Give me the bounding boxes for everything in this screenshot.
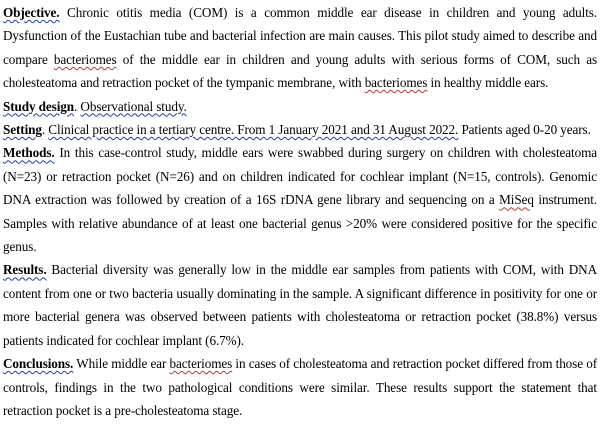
study-design-value: Observational study. <box>80 98 187 114</box>
conclusions-text-1: While middle ear <box>73 356 170 372</box>
setting-paragraph <box>3 118 597 141</box>
objective-term-bacteriomes-1: bacteriomes <box>53 51 117 67</box>
conclusions-paragraph <box>3 352 597 422</box>
objective-paragraph <box>3 1 597 95</box>
objective-label: Objective. <box>3 5 60 20</box>
setting-tail: Patients aged 0-20 years. <box>458 122 591 138</box>
methods-paragraph <box>3 141 597 258</box>
setting-label: Setting <box>3 122 42 138</box>
methods-label: Methods. <box>3 145 55 161</box>
methods-text-1: In this case-control study, middle ears were swabbed during surgery on children with cholesteatoma (N=23) or retraction pocket (N=26) and on children indicated for cochlear implant (N=15, controls). Genomic DNA extraction was followed by creation of a 16S rDNA gene library and sequencing on a <box>3 145 597 208</box>
conclusions-text-2: in cases of cholesteatoma and retraction pocket differed from those of controls, findings in the two pathological conditions were similar. These results support the statement that retraction pocket is a pre-cholesteatoma stage. <box>3 356 597 418</box>
objective-text-1: Chronic otitis media (COM) is a common middle ear disease in children and young adults. Dysfunction of the Eustachian tube and bacterial infection are main causes. This pilot study aimed to describe and compare <box>3 5 597 67</box>
methods-text-2: instrument. Samples with relative abundance of at least one bacterial genus >20% were considered positive for the specific genus. <box>3 192 597 255</box>
objective-text-3: in healthy middle ears. <box>427 75 549 91</box>
conclusions-label: Conclusions. <box>3 356 74 372</box>
study-design-label: Study design <box>3 98 74 114</box>
objective-term-bacteriomes-2: bacteriomes <box>364 75 428 91</box>
results-text: Bacterial diversity was generally low in the middle ear samples from patients with COM, with DNA content from one or two bacteria usually dominating in the sample. A significant difference in positivity for one or more bacterial genera was observed between patients with cholesteatoma or retraction pocket (38.8%) versus patients indicated for cochlear implant (6.7%). <box>3 262 597 348</box>
objective-text-2: of the middle ear in children and young adults with serious forms of COM, such as cholesteatoma and retraction pocket of the tympanic membrane, with <box>3 51 597 91</box>
methods-term-miseq: MiSeq <box>499 192 534 208</box>
results-paragraph <box>3 258 597 352</box>
setting-value: Clinical practice in a tertiary centre. From 1 January 2021 and 31 August 2022. <box>48 122 459 138</box>
study-design-paragraph <box>3 95 597 118</box>
results-label: Results. <box>3 262 47 278</box>
study-design-separator: . <box>74 98 81 114</box>
setting-separator: . <box>41 122 49 138</box>
conclusions-term-bacteriomes: bacteriomes <box>169 356 233 372</box>
